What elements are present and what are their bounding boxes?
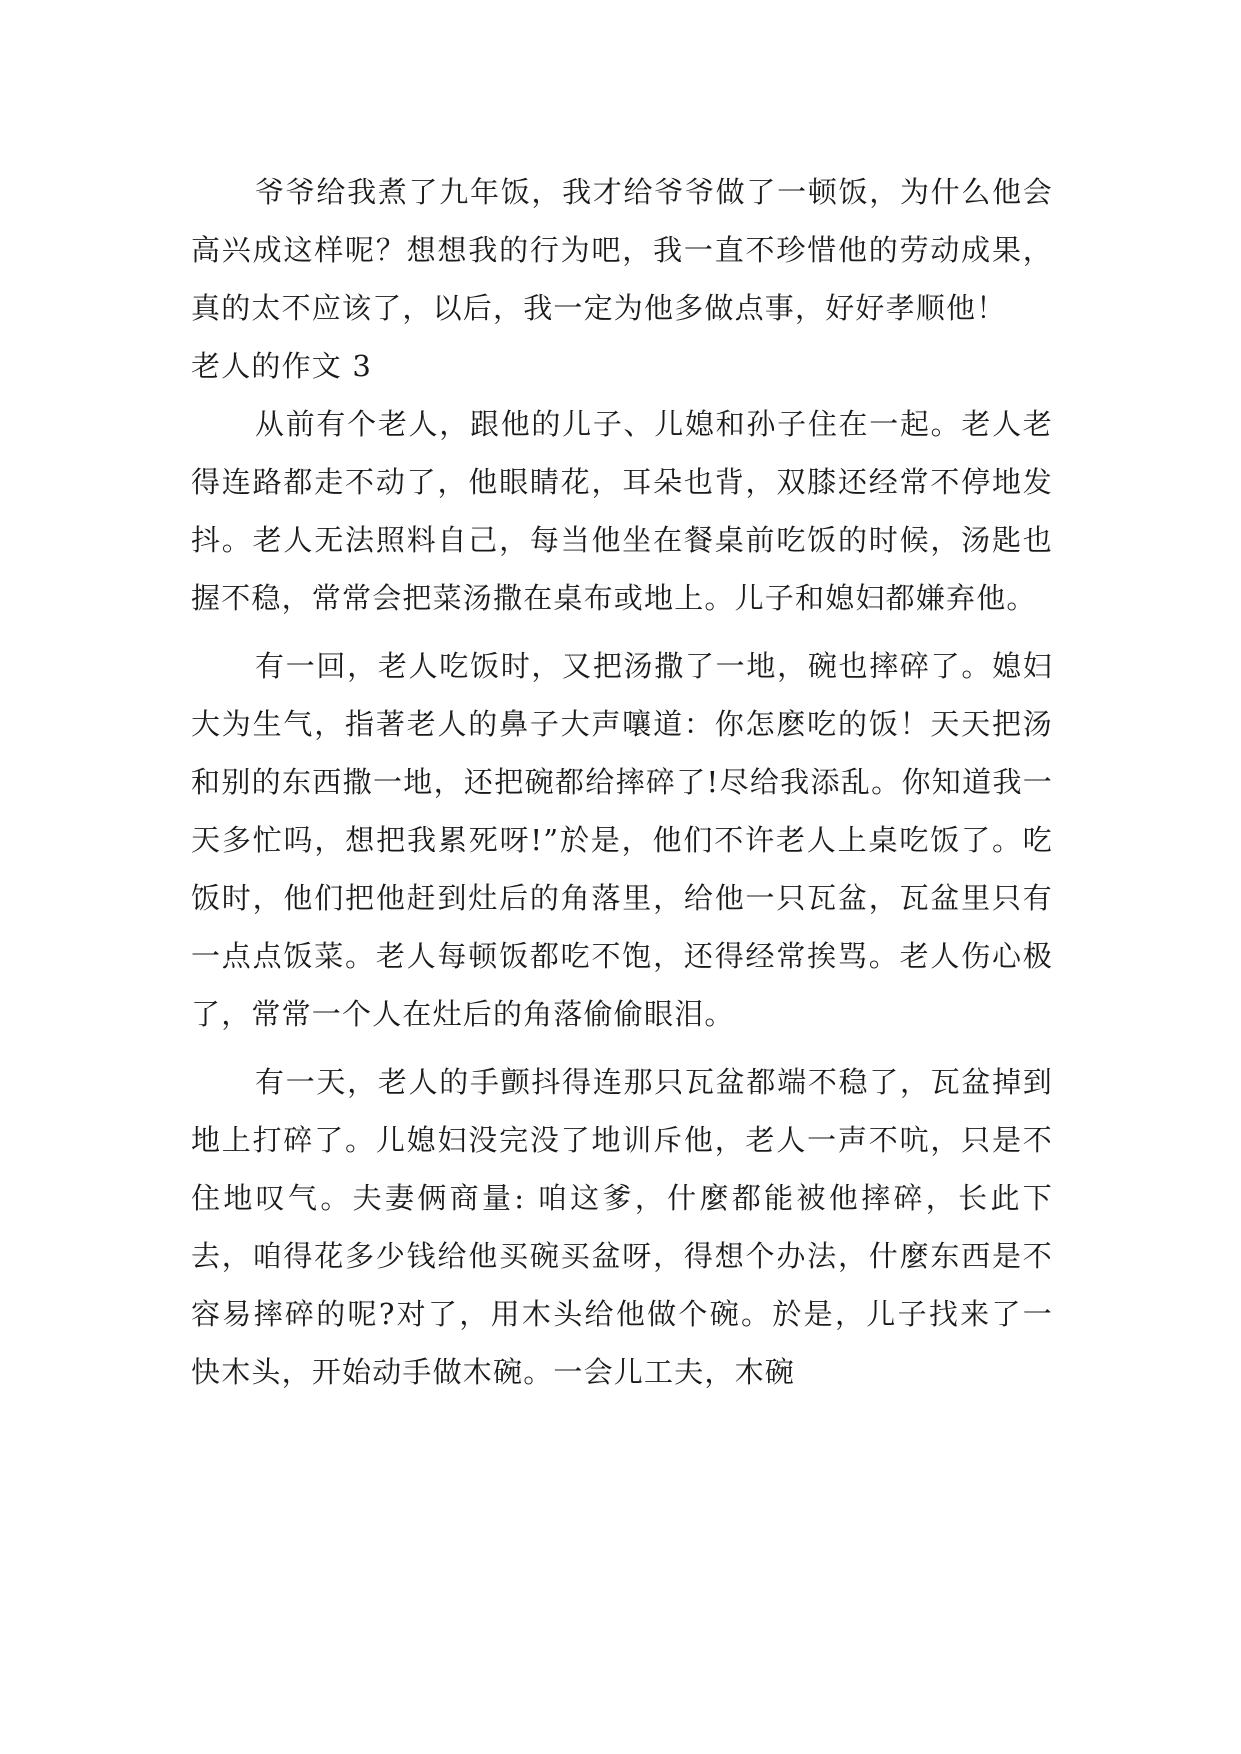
paragraph-broken-bowl: 有一回，老人吃饭时，又把汤撒了一地，碗也摔碎了。媳妇大为生气，指著老人的鼻子大声嚷道：你怎麽吃的饭！天天把汤和别的东西撒一地，还把碗都给摔碎了!尽给我添乱。你知道我一天多忙吗，想把我累死呀!”於是，他们不许老人上桌吃饭了。吃饭时，他们把他赶到灶后的角落里，给他一只瓦盆，瓦盆里只有一点点饭菜。老人每顿饭都吃不饱，还得经常挨骂。老人伤心极了，常常一个人在灶后的角落偷偷眼泪。 <box>191 649 1053 1031</box>
paragraph-grandpa-reflection: 爷爷给我煮了九年饭，我才给爷爷做了一顿饭，为什么他会高兴成这样呢？想想我的行为吧，我一直不珍惜他的劳动成果，真的太不应该了，以后，我一定为他多做点事，好好孝顺他！ <box>191 175 1053 325</box>
paragraph-old-man-intro: 从前有个老人，跟他的儿子、儿媳和孙子住在一起。老人老得连路都走不动了，他眼睛花，耳朵也背，双膝还经常不停地发抖。老人无法照料自己，每当他坐在餐桌前吃饭的时候，汤匙也握不稳，常常会把菜汤撒在桌布或地上。儿子和媳妇都嫌弃他。 <box>191 407 1053 615</box>
section-title: 老人的作文 3 <box>191 349 373 383</box>
document-body <box>191 163 1053 1401</box>
paragraph-wooden-bowl: 有一天，老人的手颤抖得连那只瓦盆都端不稳了，瓦盆掉到地上打碎了。儿媳妇没完没了地训斥他，老人一声不吭，只是不住地叹气。夫妻俩商量: 咱这爹，什麼都能被他摔碎，长此下去，咱得花多少钱给他买碗买盆呀，得想个办法，什麼东西是不容易摔碎的呢?对了，用木头给他做个碗。於是，儿子找来了一快木头，开始动手做木碗。一会儿工夫，木碗 <box>191 1065 1053 1389</box>
